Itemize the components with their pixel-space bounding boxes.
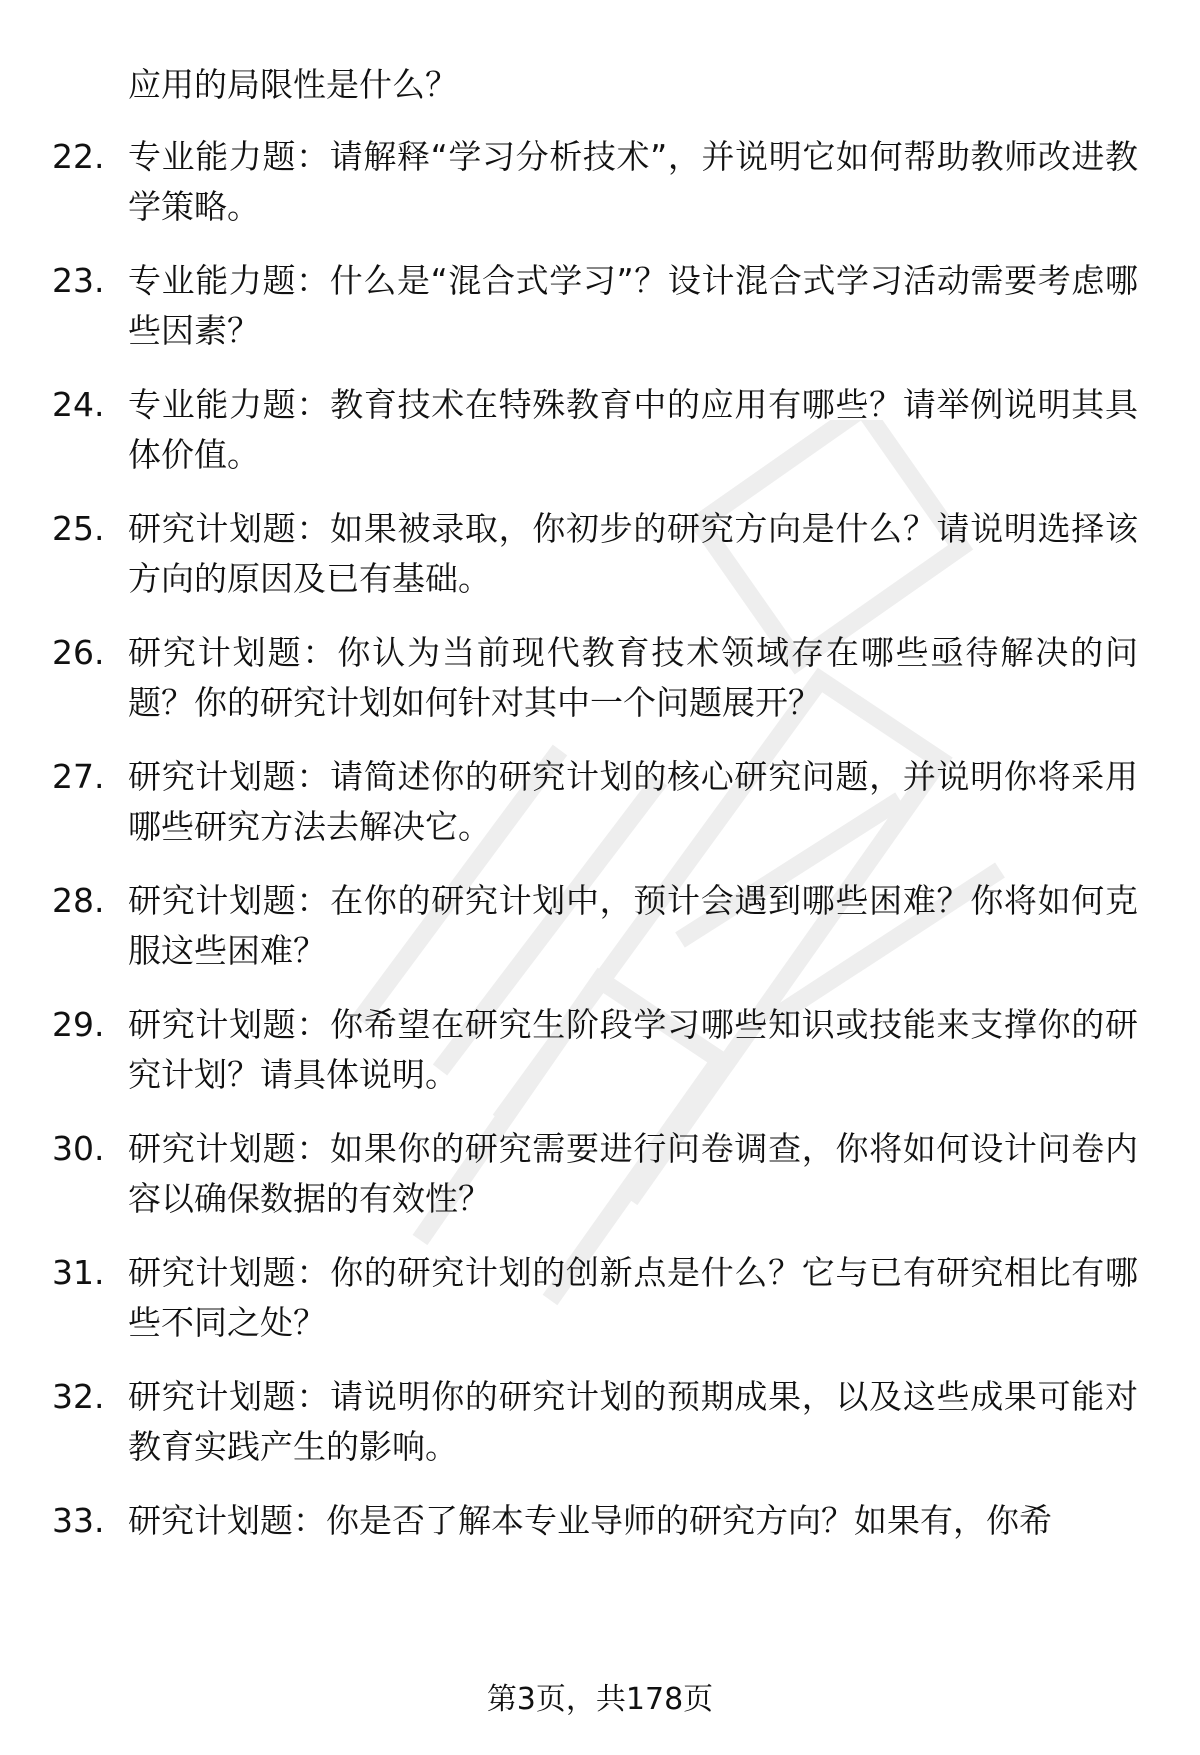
list-item [0,628,1200,728]
list-item [0,1248,1200,1348]
item-text: 专业能力题：请解释“学习分析技术”，并说明它如何帮助教师改进教学策略。 [128,137,1138,226]
item-number: 31. [52,1253,105,1292]
item-number: 30. [52,1129,105,1168]
item-text: 研究计划题：你是否了解本专业导师的研究方向？如果有，你希 [128,1501,1052,1540]
item-text: 研究计划题：你认为当前现代教育技术领域存在哪些亟待解决的问题？你的研究计划如何针对其中一个问题展开？ [128,633,1138,722]
item-number: 25. [52,509,105,548]
item-number: 26. [52,633,105,672]
item-number: 28. [52,881,105,920]
item-text: 研究计划题：你的研究计划的创新点是什么？它与已有研究相比有哪些不同之处？ [128,1253,1138,1342]
list-item [0,380,1200,480]
item-number: 22. [52,137,105,176]
item-number: 24. [52,385,105,424]
list-item [0,132,1200,232]
item-number: 29. [52,1005,105,1044]
item-text: 研究计划题：在你的研究计划中，预计会遇到哪些困难？你将如何克服这些困难？ [128,881,1138,970]
item-number: 32. [52,1377,105,1416]
list-item [0,1372,1200,1472]
list-item [0,1124,1200,1224]
item-text: 研究计划题：请说明你的研究计划的预期成果，以及这些成果可能对教育实践产生的影响。 [128,1377,1138,1466]
item-number: 27. [52,757,105,796]
list-item [0,1000,1200,1100]
question-list [0,60,1200,1570]
list-item [0,752,1200,852]
page-footer: 第3页，共178页 [486,1682,714,1717]
item-text: 研究计划题：如果你的研究需要进行问卷调查，你将如何设计问卷内容以确保数据的有效性？ [128,1129,1138,1218]
list-item [0,876,1200,976]
item-text: 专业能力题：教育技术在特殊教育中的应用有哪些？请举例说明其具体价值。 [128,385,1138,474]
list-item [0,256,1200,356]
item-text: 研究计划题：如果被录取，你初步的研究方向是什么？请说明选择该方向的原因及已有基础。 [128,509,1138,598]
item-number: 23. [52,261,105,300]
question-items [0,132,1200,1546]
list-item [0,504,1200,604]
item-number: 33. [52,1501,105,1540]
item-text: 研究计划题：请简述你的研究计划的核心研究问题，并说明你将采用哪些研究方法去解决它。 [128,757,1138,846]
item-text: 研究计划题：你希望在研究生阶段学习哪些知识或技能来支撑你的研究计划？请具体说明。 [128,1005,1138,1094]
item-text: 专业能力题：什么是“混合式学习”？设计混合式学习活动需要考虑哪些因素？ [128,261,1138,350]
continuation-text: 应用的局限性是什么？ [128,65,458,104]
list-item [0,1496,1200,1546]
